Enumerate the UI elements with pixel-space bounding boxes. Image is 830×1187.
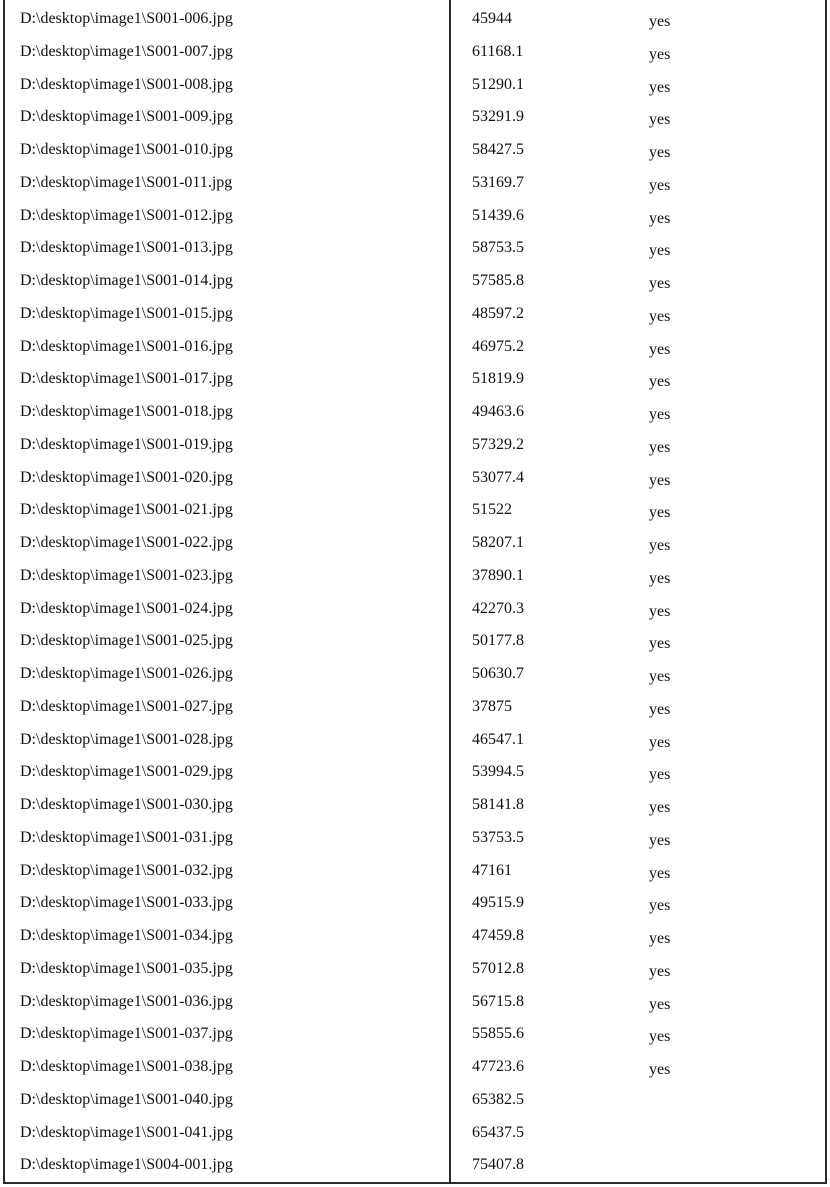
value-cell: 47459.8	[472, 927, 524, 944]
file-path-cell: D:\desktop\image1\S001-028.jpg	[20, 730, 233, 748]
file-path-cell: D:\desktop\image1\S001-033.jpg	[20, 894, 233, 912]
flag-cell: yes	[649, 340, 671, 358]
flag-cell: yes	[649, 831, 671, 849]
value-cell: 51819.9	[472, 370, 524, 388]
flag-cell: yes	[649, 1028, 671, 1046]
file-path-cell: D:\desktop\image1\S001-009.jpg	[20, 108, 233, 126]
value-cell: 65382.5	[472, 1090, 524, 1108]
file-path-cell: D:\desktop\image1\S001-021.jpg	[20, 501, 233, 519]
flag-cell: yes	[649, 275, 671, 292]
file-path-cell: D:\desktop\image1\S001-006.jpg	[20, 10, 233, 27]
flag-cell: yes	[649, 995, 671, 1013]
value-cell: 58753.5	[472, 239, 524, 257]
table-row	[0, 205, 830, 238]
file-path-cell: D:\desktop\image1\S001-025.jpg	[20, 632, 233, 650]
file-path-cell: D:\desktop\image1\S001-018.jpg	[20, 403, 233, 420]
table-row	[0, 8, 830, 41]
value-cell: 51439.6	[472, 206, 524, 224]
table-row	[0, 499, 830, 532]
file-path-cell: D:\desktop\image1\S001-026.jpg	[20, 665, 233, 682]
value-cell: 53994.5	[472, 763, 524, 781]
table-row	[0, 958, 830, 991]
flag-cell: yes	[649, 209, 671, 227]
table-row	[0, 106, 830, 139]
file-path-cell: D:\desktop\image1\S001-010.jpg	[20, 141, 233, 158]
flag-cell: yes	[649, 635, 671, 653]
file-path-cell: D:\desktop\image1\S001-040.jpg	[20, 1090, 233, 1108]
flag-cell: yes	[649, 504, 671, 522]
flag-cell: yes	[649, 144, 671, 161]
table-row	[0, 598, 830, 631]
flag-cell: yes	[649, 13, 671, 30]
value-cell: 61168.1	[472, 42, 524, 60]
value-cell: 57585.8	[472, 272, 524, 289]
table-row	[0, 761, 830, 794]
value-cell: 56715.8	[472, 992, 524, 1010]
file-path-cell: D:\desktop\image1\S001-023.jpg	[20, 566, 233, 584]
table-row	[0, 237, 830, 270]
flag-cell: yes	[649, 373, 671, 391]
flag-cell: yes	[649, 962, 671, 980]
table-row	[0, 172, 830, 205]
flag-cell: yes	[649, 602, 671, 620]
value-cell: 53077.4	[472, 468, 524, 486]
table-row	[0, 74, 830, 107]
value-cell: 58141.8	[472, 796, 524, 813]
table-row	[0, 696, 830, 729]
value-cell: 53291.9	[472, 108, 524, 126]
file-path-cell: D:\desktop\image1\S001-015.jpg	[20, 304, 233, 322]
table-row	[0, 336, 830, 369]
value-cell: 49515.9	[472, 894, 524, 912]
value-cell: 58207.1	[472, 534, 524, 551]
table-row	[0, 270, 830, 303]
flag-cell: yes	[649, 176, 671, 194]
table-row	[0, 401, 830, 434]
file-path-cell: D:\desktop\image1\S001-031.jpg	[20, 828, 233, 846]
value-cell: 45944	[472, 10, 512, 27]
table-row	[0, 1023, 830, 1056]
file-path-cell: D:\desktop\image1\S004-001.jpg	[20, 1156, 233, 1174]
file-path-cell: D:\desktop\image1\S001-016.jpg	[20, 337, 233, 355]
table-row	[0, 41, 830, 74]
table-row	[0, 729, 830, 762]
file-path-cell: D:\desktop\image1\S001-038.jpg	[20, 1058, 233, 1075]
file-path-cell: D:\desktop\image1\S001-041.jpg	[20, 1123, 233, 1141]
table-body	[0, 8, 830, 1187]
value-cell: 37890.1	[472, 566, 524, 584]
file-path-cell: D:\desktop\image1\S001-030.jpg	[20, 796, 233, 813]
value-cell: 47723.6	[472, 1058, 524, 1075]
table-row	[0, 467, 830, 500]
file-path-cell: D:\desktop\image1\S001-035.jpg	[20, 959, 233, 977]
flag-cell: yes	[649, 1061, 671, 1078]
table-row	[0, 860, 830, 893]
table-row	[0, 630, 830, 663]
file-path-cell: D:\desktop\image1\S001-024.jpg	[20, 599, 233, 617]
value-cell: 50177.8	[472, 632, 524, 650]
value-cell: 37875	[472, 697, 512, 715]
value-cell: 53169.7	[472, 173, 524, 191]
file-path-cell: D:\desktop\image1\S001-007.jpg	[20, 42, 233, 60]
file-path-cell: D:\desktop\image1\S001-008.jpg	[20, 75, 233, 93]
file-path-cell: D:\desktop\image1\S001-034.jpg	[20, 927, 233, 944]
table-row	[0, 532, 830, 565]
flag-cell: yes	[649, 864, 671, 882]
flag-cell: yes	[649, 111, 671, 129]
flag-cell: yes	[649, 438, 671, 456]
value-cell: 48597.2	[472, 304, 524, 322]
file-path-cell: D:\desktop\image1\S001-020.jpg	[20, 468, 233, 486]
flag-cell: yes	[649, 799, 671, 816]
file-path-cell: D:\desktop\image1\S001-037.jpg	[20, 1025, 233, 1043]
table-row	[0, 925, 830, 958]
table-row	[0, 892, 830, 925]
file-path-cell: D:\desktop\image1\S001-029.jpg	[20, 763, 233, 781]
table-row	[0, 1122, 830, 1155]
value-cell: 58427.5	[472, 141, 524, 158]
flag-cell: yes	[649, 45, 671, 63]
value-cell: 42270.3	[472, 599, 524, 617]
file-path-cell: D:\desktop\image1\S001-012.jpg	[20, 206, 233, 224]
table-row	[0, 303, 830, 336]
value-cell: 46975.2	[472, 337, 524, 355]
flag-cell: yes	[649, 897, 671, 915]
value-cell: 47161	[472, 861, 512, 879]
file-path-cell: D:\desktop\image1\S001-022.jpg	[20, 534, 233, 551]
flag-cell: yes	[649, 78, 671, 96]
flag-cell: yes	[649, 733, 671, 751]
file-path-cell: D:\desktop\image1\S001-013.jpg	[20, 239, 233, 257]
table-row	[0, 434, 830, 467]
flag-cell: yes	[649, 537, 671, 554]
value-cell: 49463.6	[472, 403, 524, 420]
flag-cell: yes	[649, 700, 671, 718]
file-path-cell: D:\desktop\image1\S001-036.jpg	[20, 992, 233, 1010]
file-path-cell: D:\desktop\image1\S001-014.jpg	[20, 272, 233, 289]
table-row	[0, 663, 830, 696]
flag-cell: yes	[649, 766, 671, 784]
table-row	[0, 565, 830, 598]
file-path-cell: D:\desktop\image1\S001-019.jpg	[20, 435, 233, 453]
flag-cell: yes	[649, 406, 671, 423]
flag-cell: yes	[649, 569, 671, 587]
flag-cell: yes	[649, 930, 671, 947]
value-cell: 75407.8	[472, 1156, 524, 1174]
value-cell: 65437.5	[472, 1123, 524, 1141]
value-cell: 46547.1	[472, 730, 524, 748]
flag-cell: yes	[649, 471, 671, 489]
table-row	[0, 1089, 830, 1122]
flag-cell: yes	[649, 668, 671, 685]
flag-cell: yes	[649, 307, 671, 325]
file-path-cell: D:\desktop\image1\S001-017.jpg	[20, 370, 233, 388]
value-cell: 57329.2	[472, 435, 524, 453]
value-cell: 57012.8	[472, 959, 524, 977]
flag-cell: yes	[649, 242, 671, 260]
value-cell: 51290.1	[472, 75, 524, 93]
table-row	[0, 1056, 830, 1089]
value-cell: 51522	[472, 501, 512, 519]
table-row	[0, 139, 830, 172]
table-row	[0, 1154, 830, 1187]
table-row	[0, 991, 830, 1024]
value-cell: 50630.7	[472, 665, 524, 682]
file-path-cell: D:\desktop\image1\S001-032.jpg	[20, 861, 233, 879]
value-cell: 55855.6	[472, 1025, 524, 1043]
table-row	[0, 827, 830, 860]
file-path-cell: D:\desktop\image1\S001-027.jpg	[20, 697, 233, 715]
value-cell: 53753.5	[472, 828, 524, 846]
table-row	[0, 368, 830, 401]
table-row	[0, 794, 830, 827]
file-path-cell: D:\desktop\image1\S001-011.jpg	[20, 173, 233, 191]
